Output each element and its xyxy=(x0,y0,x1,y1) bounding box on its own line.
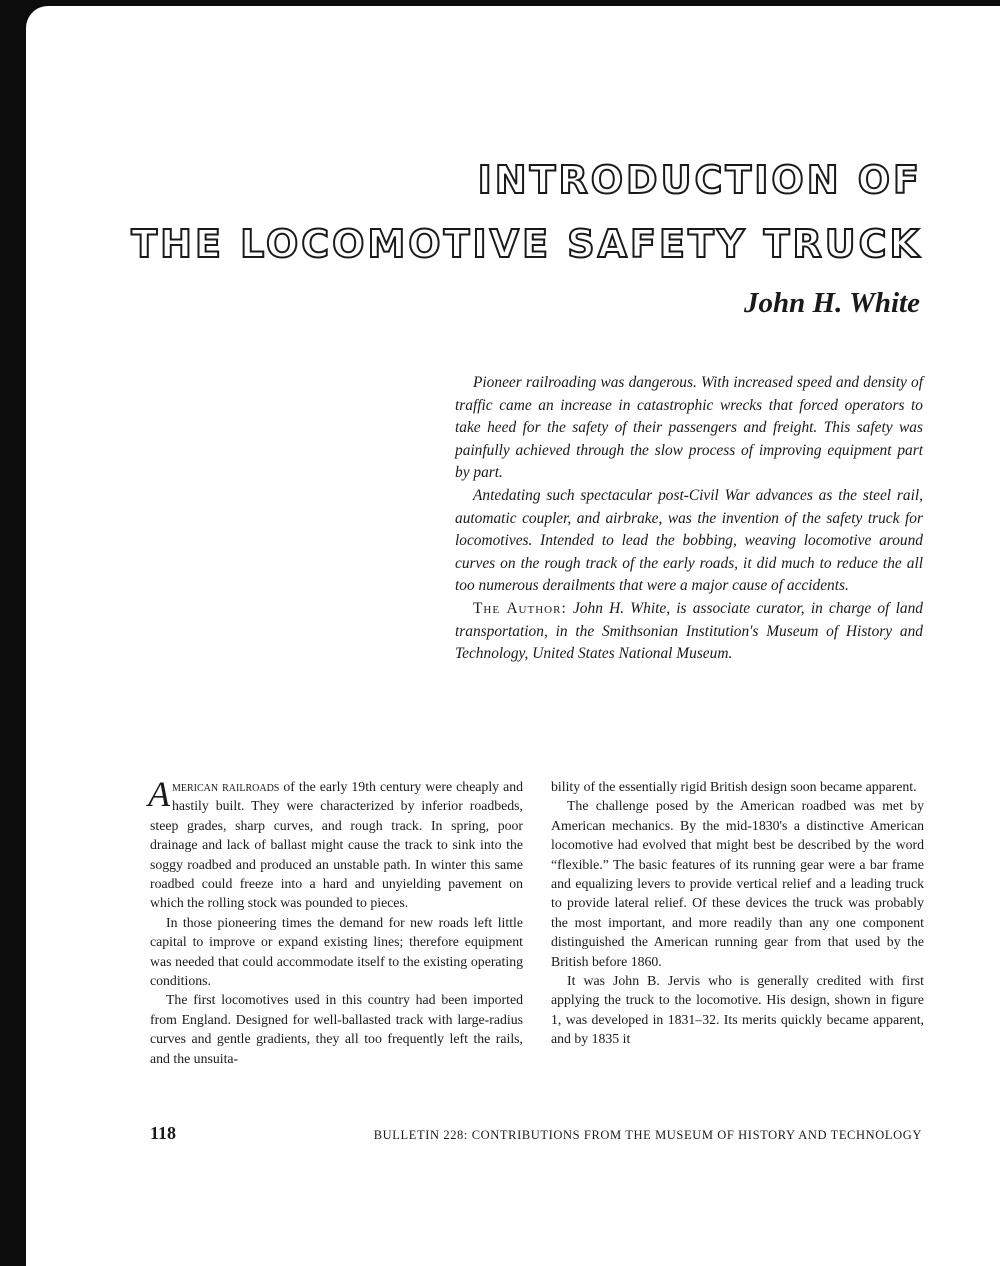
author-name: John H. White xyxy=(744,287,920,319)
body-paragraph-1 xyxy=(148,774,524,913)
lead-in-smallcaps: merican railroads xyxy=(172,779,280,794)
body-column-right xyxy=(551,777,924,1049)
article-title-line-1: INTRODUCTION OF xyxy=(477,158,922,202)
article-title-line-2: THE LOCOMOTIVE SAFETY TRUCK xyxy=(131,222,922,266)
abstract-paragraph-2: Antedating such spectacular post-Civil War advances as the steel rail, automatic coupler, and airbrake, was the invention of the safety truck for locomotives. Intended to lead the bobbing, weaving locomotive around curves on the rough track of the early roads, it did much to reduce the all too numerous derailments that were a major cause of accidents. xyxy=(455,486,923,595)
body-paragraph-6: It was John B. Jervis who is generally credited with first applying the truck to the locomotive. His design, shown in figure 1, was developed in 1831–32. Its merits quickly became apparent, and by 1835 it xyxy=(551,973,924,1047)
body-paragraph-3: The first locomotives used in this country had been imported from England. Designed for well-ballasted track with large-radius curves and gentle gradients, they all too frequently left the rails, and the unsuita- xyxy=(150,992,523,1066)
page-footer xyxy=(150,1123,922,1144)
abstract-paragraph-1: Pioneer railroading was dangerous. With increased speed and density of traffic came an increase in catastrophic wrecks that forced operators to take heed for the safety of their passengers and freight. This safety was painfully achieved through the slow process of improving equipment part by part. xyxy=(455,374,923,482)
body-paragraph-5: The challenge posed by the American roadbed was met by American mechanics. By the mid-1830's a distinctive American locomotive had evolved that might best be described by the word “flexible.” The basic features of its running gear were a bar frame and equalizing levers to provide vertical relief and a leading truck to provide lateral relief. Of these devices the truck was probably the most important, and more readily than any one component distinguished the American running gear from that used by the British before 1860. xyxy=(551,798,924,969)
author-note-text: John H. White, is associate curator, in charge of land transportation, in the Smithsonian Institution's Museum of History and Technology, United States National Museum. xyxy=(455,599,923,663)
body-paragraph-4: bility of the essentially rigid British design soon became apparent. xyxy=(551,779,917,794)
body-paragraph-1-text: of the early 19th century were cheaply and hastily built. They were characterized by inferior roadbeds, steep grades, sharp curves, and rough track. In spring, poor drainage and lack of ballast might cause the track to sink into the soggy roadbed and produced an unstable path. In winter this same roadbed could freeze into a hard and unyielding pavement on which the rolling stock was pounded to pieces. xyxy=(150,779,524,911)
body-paragraph-2: In those pioneering times the demand for new roads left little capital to improve or expand existing lines; therefore equipment was needed that could accommodate itself to the existing operating conditions. xyxy=(150,914,523,989)
page-number: 118 xyxy=(150,1123,177,1143)
abstract xyxy=(455,372,923,666)
drop-cap: A xyxy=(148,774,170,814)
author-note-label: The Author: xyxy=(473,599,567,617)
running-footer: BULLETIN 228: CONTRIBUTIONS FROM THE MUSEUM OF HISTORY AND TECHNOLOGY xyxy=(373,1128,922,1142)
abstract-author-note xyxy=(455,598,923,666)
body-column-left xyxy=(148,774,524,1068)
